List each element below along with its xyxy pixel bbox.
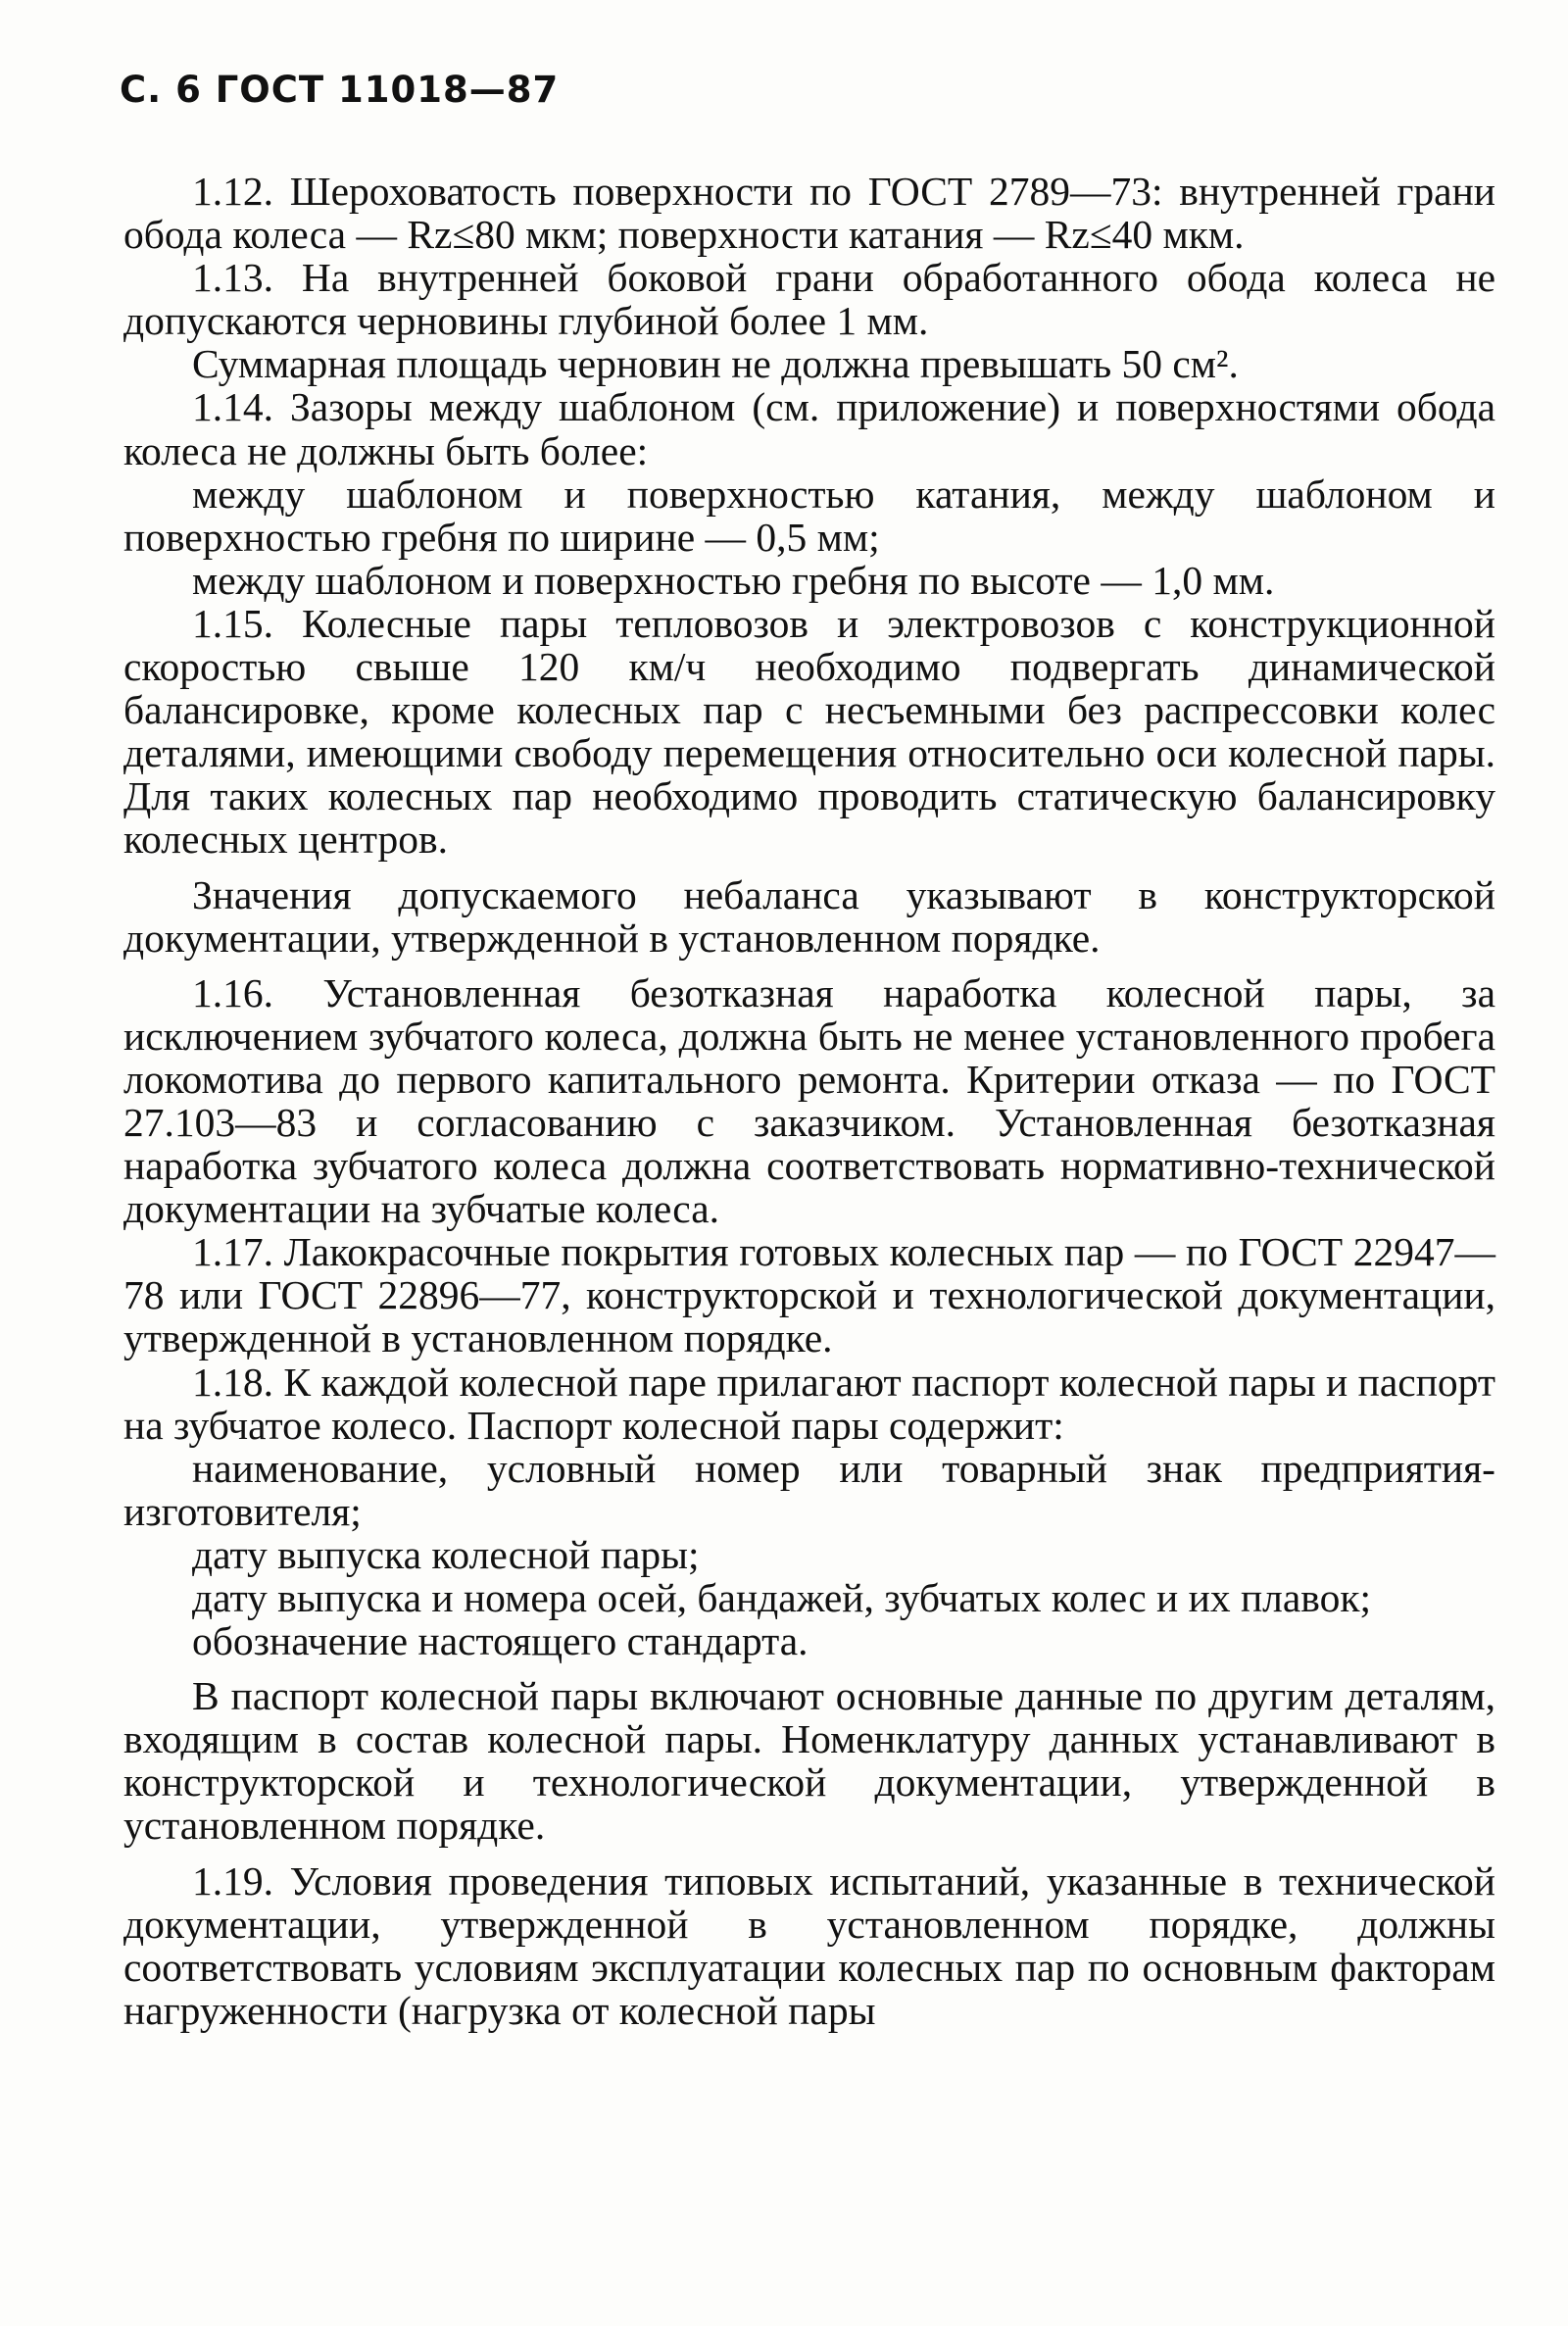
- document-body: [123, 170, 1495, 2032]
- paragraph-1-13-total-area: Суммарная площадь черновин не должна превышать 50 см².: [192, 341, 1239, 387]
- paragraph-1-18-item-standard: обозначение настоящего стандарта.: [192, 1618, 808, 1664]
- paragraph-1-18-passport: В паспорт колесной пары включают основные данные по другим деталям, входящим в состав колесной пары. Номенклатуру данных устанавливают в конструкторской и технологической документации, утвержденной в установленном порядке.: [123, 1673, 1495, 1849]
- paragraph-1-13: 1.13. На внутренней боковой грани обработанного обода колеса не допускаются черновины глубиной более 1 мм.: [123, 255, 1495, 344]
- paragraph-1-18-item-numbers: дату выпуска и номера осей, бандажей, зубчатых колес и их плавок;: [192, 1575, 1372, 1620]
- paragraph-1-18-item-date: дату выпуска колесной пары;: [192, 1531, 700, 1577]
- paragraph-1-17: 1.17. Лакокрасочные покрытия готовых колесных пар — по ГОСТ 22947—78 или ГОСТ 22896—77, конструкторской и технологической документации, утвержденной в установленном порядке.: [123, 1229, 1495, 1361]
- paragraph-1-12: 1.12. Шероховатость поверхности по ГОСТ 2789—73: внутренней грани обода колеса — Rz≤80 мкм; поверхности катания — Rz≤40 мкм.: [123, 169, 1495, 258]
- paragraph-1-14: 1.14. Зазоры между шаблоном (см. приложение) и поверхностями обода колеса не должны быть более:: [123, 384, 1495, 473]
- paragraph-1-18-item-name: наименование, условный номер или товарный знак предприятия-изготовителя;: [123, 1445, 1495, 1534]
- running-header: С. 6 ГОСТ 11018—87: [120, 69, 560, 111]
- paragraph-1-18: 1.18. К каждой колесной паре прилагают паспорт колесной пары и паспорт на зубчатое колесо. Паспорт колесной пары содержит:: [123, 1359, 1495, 1448]
- paragraph-1-14-item-width: между шаблоном и поверхностью катания, между шаблоном и поверхностью гребня по ширине — 0,5 мм;: [123, 470, 1495, 560]
- paragraph-1-14-item-height: между шаблоном и поверхностью гребня по высоте — 1,0 мм.: [192, 557, 1275, 603]
- paragraph-1-15-imbalance: Значения допускаемого небаланса указывают в конструкторской документации, утвержденной в установленном порядке.: [123, 871, 1495, 961]
- paragraph-1-19: 1.19. Условия проведения типовых испытаний, указанные в технической документации, утвержденной в установленном порядке, должны соответствовать условиям эксплуатации колесных пар по основным факторам нагруженности (нагрузка от колесной пары: [123, 1857, 1495, 2033]
- paragraph-1-15: 1.15. Колесные пары тепловозов и электровозов с конструкционной скоростью свыше 120 км/ч необходимо подвергать динамической балансировке, кроме колесных пар с несъемными без распрессовки колес деталями, имеющими свободу перемещения относительно оси колесной пары. Для таких колесных пар необходимо проводить статическую балансировку колесных центров.: [123, 600, 1495, 863]
- paragraph-1-16: 1.16. Установленная безотказная наработка колесной пары, за исключением зубчатого колеса, должна быть не менее установленного пробега локомотива до первого капитального ремонта. Критерии отказа — по ГОСТ 27.103—83 и согласованию с заказчиком. Установленная безотказная наработка зубчатого колеса должна соответствовать нормативно-технической документации на зубчатые колеса.: [123, 969, 1495, 1232]
